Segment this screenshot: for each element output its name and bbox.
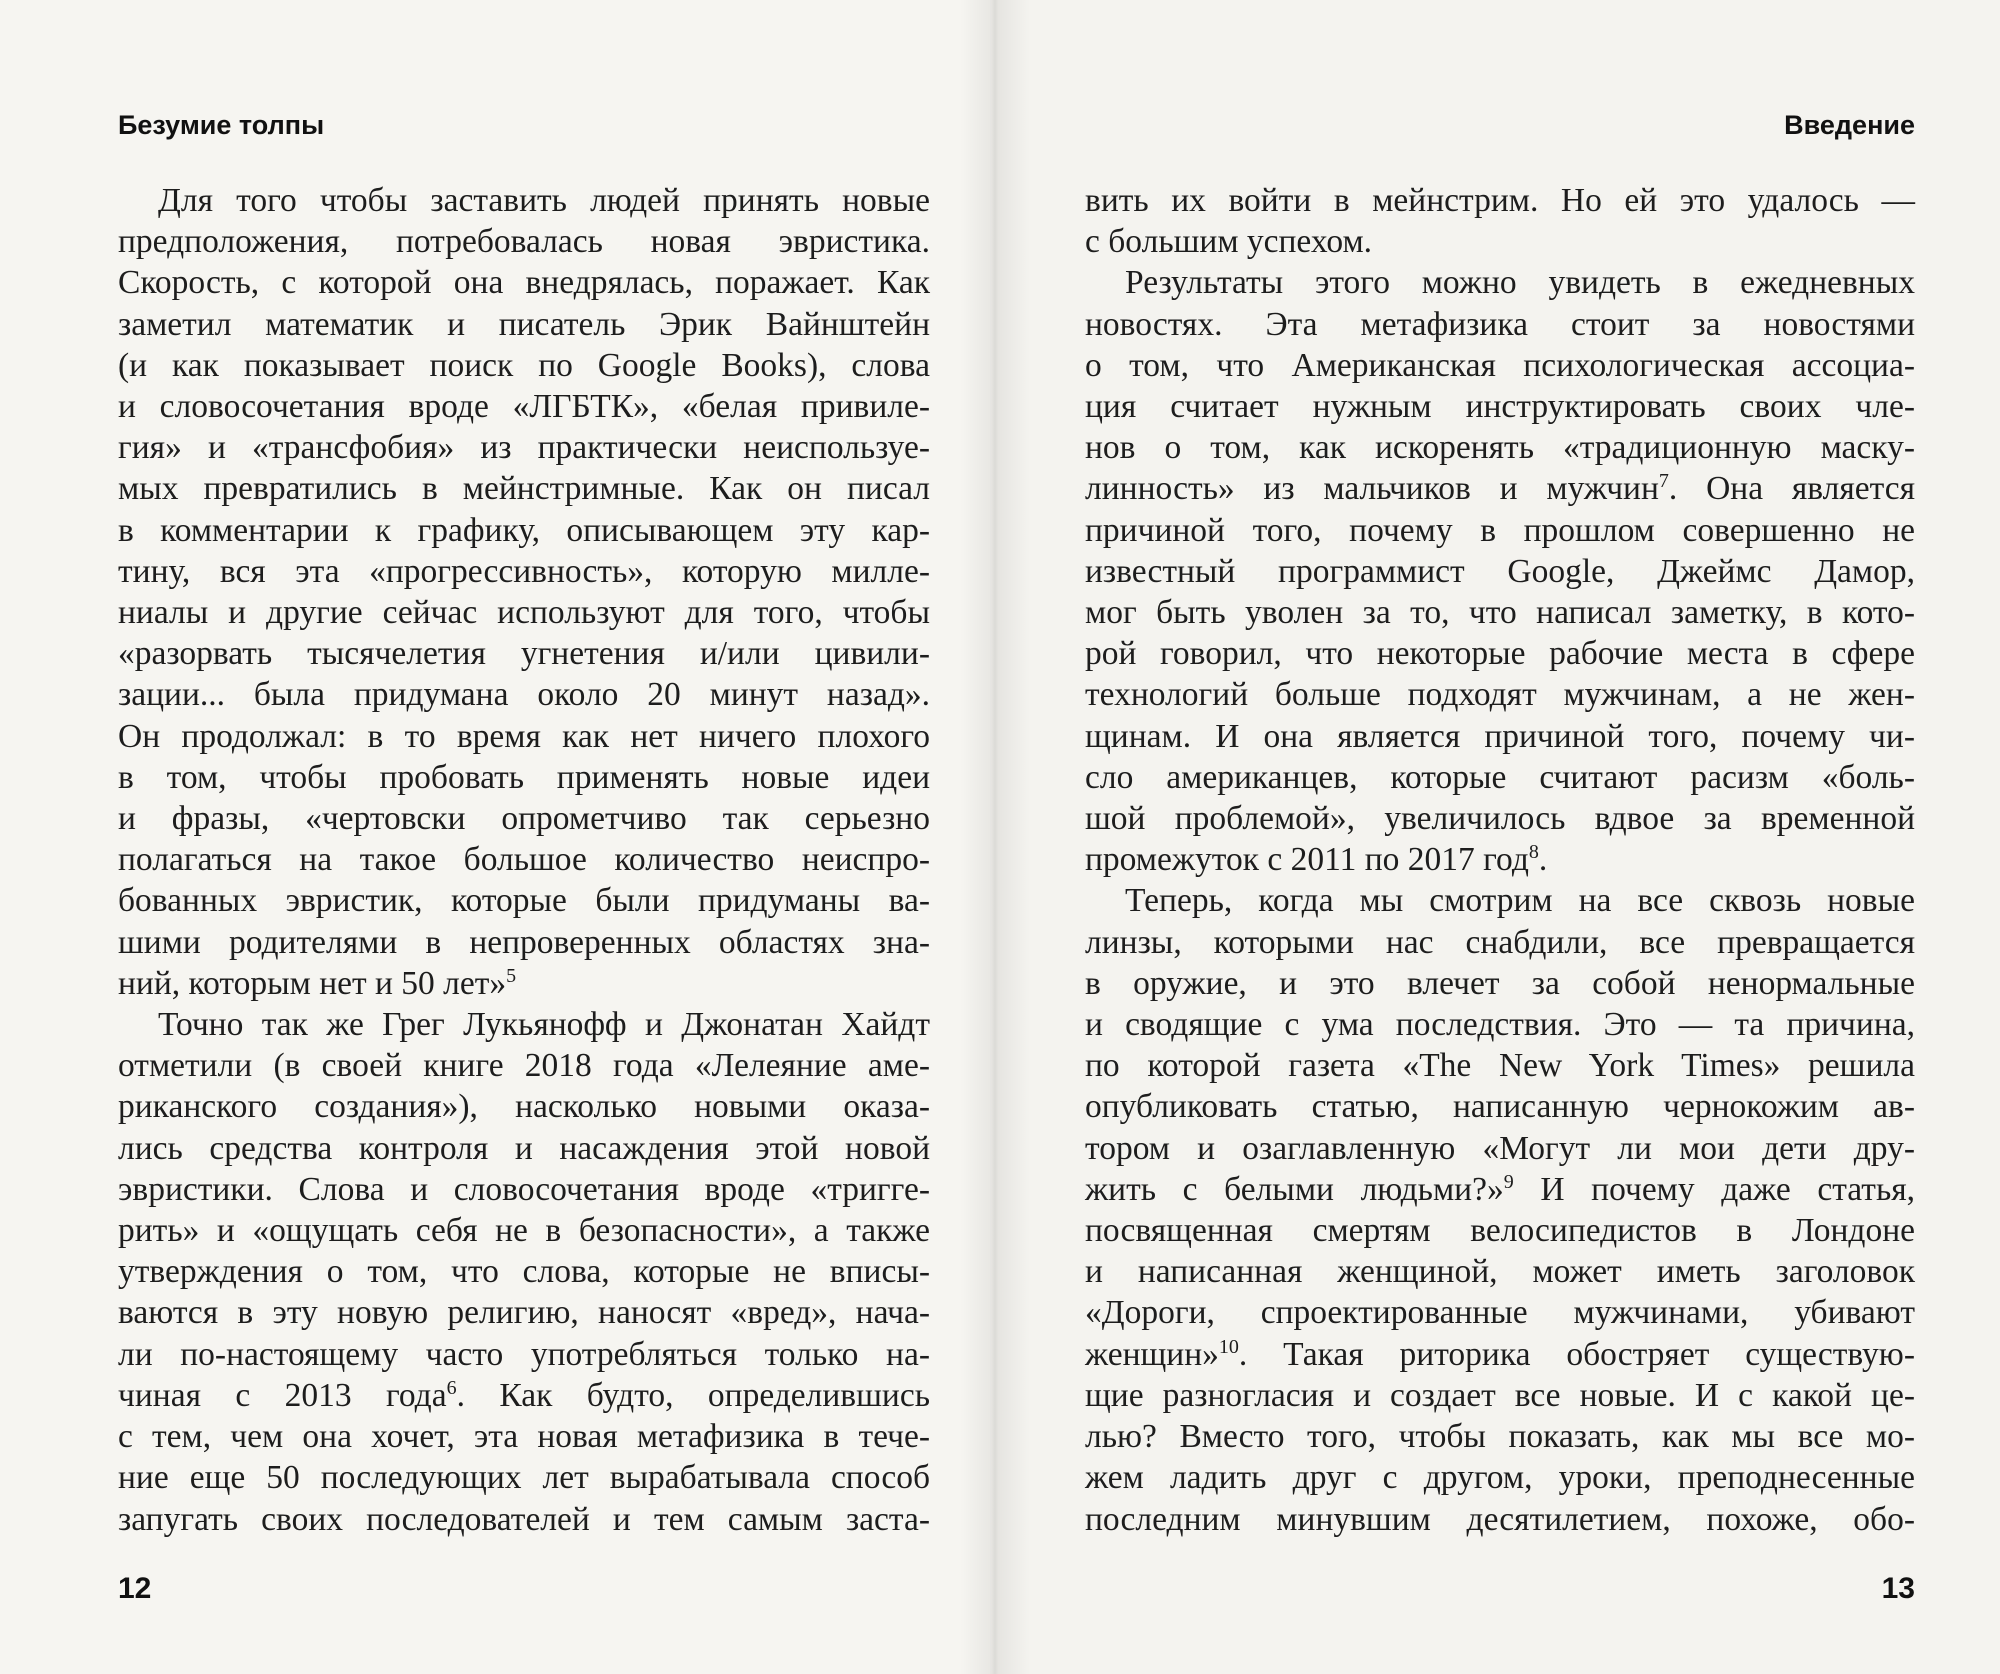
text-line: ция считает нужным инструктировать своих чле- [1085, 388, 1915, 426]
text-line: с большим успехом. [1085, 223, 1373, 261]
text-line: «разорвать тысячелетия угнетения и/или цивили- [118, 635, 930, 673]
text-line: тором и озаглавленную «Могут ли мои дети дру- [1085, 1129, 1915, 1167]
text-line: сло американцев, которые считают расизм «боль- [1085, 758, 1915, 796]
text-line: (и как показывает поиск по Google Books), слова [118, 346, 930, 384]
footnote-marker: 6 [446, 1376, 457, 1399]
text-line: полагаться на такое большое количество неиспро- [118, 841, 930, 879]
text-line: ваются в эту новую религию, наносят «вред», нача- [118, 1294, 930, 1332]
text-line: женщин»$^{10}$. Такая риторика обостряет существую- [1085, 1335, 1915, 1373]
text-line: рой говорил, что некоторые рабочие места в сфере [1085, 635, 1915, 673]
page-number-left: 12 [118, 1572, 152, 1605]
footnote-marker: 8 [1528, 841, 1539, 864]
text-line: жить с белыми людьми?»$^9$ И почему даже статья, [1085, 1170, 1916, 1208]
text-line: щинам. И она является причиной того, почему чи- [1085, 717, 1915, 755]
text-line: и фразы, «чертовски опрометчиво так серьезно [118, 800, 930, 838]
left-page [0, 0, 990, 1674]
text-line: эвристики. Слова и словосочетания вроде «тригге- [118, 1170, 930, 1208]
text-line: по которой газета «The New York Times» решила [1085, 1047, 1915, 1085]
text-line: гия» и «трансфобия» из практически неиспользуе- [118, 429, 930, 467]
text-line: с тем, чем она хочет, эта новая метафизика в тече- [118, 1418, 930, 1456]
text-line: Он продолжал: в то время как нет ничего плохого [118, 717, 930, 755]
footnote-marker: 10 [1218, 1335, 1239, 1358]
right-page-body [1085, 180, 1915, 1540]
footnote-marker: 7 [1658, 470, 1669, 493]
text-line: и словосочетания вроде «ЛГБТК», «белая привиле- [118, 388, 930, 426]
text-line: Скорость, с которой она внедрялась, поражает. Как [118, 264, 930, 302]
text-line: запугать своих последователей и тем самым заста- [118, 1500, 930, 1538]
text-line: линность» из мальчиков и мужчин$^7$. Она является [1085, 470, 1915, 508]
text-line: ние еще 50 последующих лет вырабатывала способ [118, 1459, 930, 1497]
text-line: известный программист Google, Джеймс Дамор, [1085, 552, 1915, 590]
footnote-marker: 9 [1503, 1170, 1514, 1193]
text-line: и написанная женщиной, может иметь заголовок [1085, 1253, 1915, 1291]
page-number-right: 13 [1881, 1572, 1915, 1605]
text-line: рить» и «ощущать себя не в безопасности», а также [118, 1212, 930, 1250]
text-line: ли по-настоящему часто употребляться только на- [118, 1335, 930, 1373]
text-line: в комментарии к графику, описывающем эту кар- [118, 511, 930, 549]
text-line: утверждения о том, что слова, которые не вписы- [118, 1253, 930, 1291]
text-line: Результаты этого можно увидеть в ежедневных [1125, 264, 1915, 302]
running-header-left: Безумие толпы [118, 110, 325, 140]
text-line: жем ладить друг с другом, уроки, преподнесенные [1085, 1459, 1915, 1497]
text-line: щие разногласия и создает все новые. И с какой це- [1085, 1376, 1915, 1414]
right-page [990, 0, 2000, 1674]
text-line: ниалы и другие сейчас используют для того, чтобы [118, 594, 930, 632]
text-line: шой проблемой», увеличилось вдвое за временной [1085, 800, 1915, 838]
text-line: лью? Вместо того, чтобы показать, как мы все мо- [1085, 1418, 1915, 1456]
text-line: тину, вся эта «прогрессивность», которую милле- [118, 552, 930, 590]
left-page-body [118, 180, 930, 1540]
text-line: последним минувшим десятилетием, похоже, обо- [1085, 1500, 1915, 1538]
text-line: отметили (в своей книге 2018 года «Лелеяние аме- [118, 1047, 930, 1085]
text-line: и сводящие с ума последствия. Это — та причина, [1085, 1006, 1915, 1044]
text-line: «Дороги, спроектированные мужчинами, убивают [1085, 1294, 1915, 1332]
text-line: опубликовать статью, написанную чернокожим ав- [1085, 1088, 1915, 1126]
text-line: чиная с 2013 года$^6$. Как будто, определившись [118, 1376, 930, 1414]
text-line: мог быть уволен за то, что написал заметку, в кото- [1085, 594, 1915, 632]
text-line: мых превратились в мейнстримные. Как он писал [118, 470, 930, 508]
text-line: бованных эвристик, которые были придуманы ва- [118, 882, 930, 920]
text-line: Теперь, когда мы смотрим на все сквозь новые [1125, 882, 1915, 920]
text-line: предположения, потребовалась новая эвристика. [118, 223, 930, 261]
text-line: риканского создания»), насколько новыми оказа- [118, 1088, 930, 1126]
text-line: зации... была придумана около 20 минут назад». [118, 676, 930, 714]
text-line: в том, чтобы пробовать применять новые идеи [118, 758, 930, 796]
text-line: ний, которым нет и 50 лет»$^5$ [118, 964, 517, 1002]
text-line: причиной того, почему в прошлом совершенно не [1085, 511, 1915, 549]
text-line: новостях. Эта метафизика стоит за новостями [1085, 305, 1915, 343]
text-line: нов о том, как искоренять «традиционную маску- [1085, 429, 1915, 467]
text-line: в оружие, и это влечет за собой ненормальные [1085, 964, 1915, 1002]
text-line: Для того чтобы заставить людей принять новые [158, 182, 930, 219]
running-header-right: Введение [1784, 110, 1915, 140]
text-line: вить их войти в мейнстрим. Но ей это удалось — [1085, 182, 1915, 219]
text-line: посвященная смертям велосипедистов в Лондоне [1085, 1212, 1915, 1250]
text-line: о том, что Американская психологическая ассоциа- [1085, 346, 1915, 384]
text-line: технологий больше подходят мужчинам, а не жен- [1085, 676, 1915, 714]
text-line: лись средства контроля и насаждения этой новой [118, 1129, 930, 1167]
text-line: Точно так же Грег Лукьянофф и Джонатан Хайдт [158, 1006, 930, 1044]
text-line: промежуток с 2011 по 2017 год$^8$. [1085, 841, 1548, 879]
text-line: линзы, которыми нас снабдили, все превращается [1085, 923, 1915, 961]
text-line: шими родителями в непроверенных областях зна- [118, 923, 930, 961]
text-line: заметил математик и писатель Эрик Вайнштейн [118, 305, 930, 343]
footnote-marker: 5 [506, 964, 517, 987]
